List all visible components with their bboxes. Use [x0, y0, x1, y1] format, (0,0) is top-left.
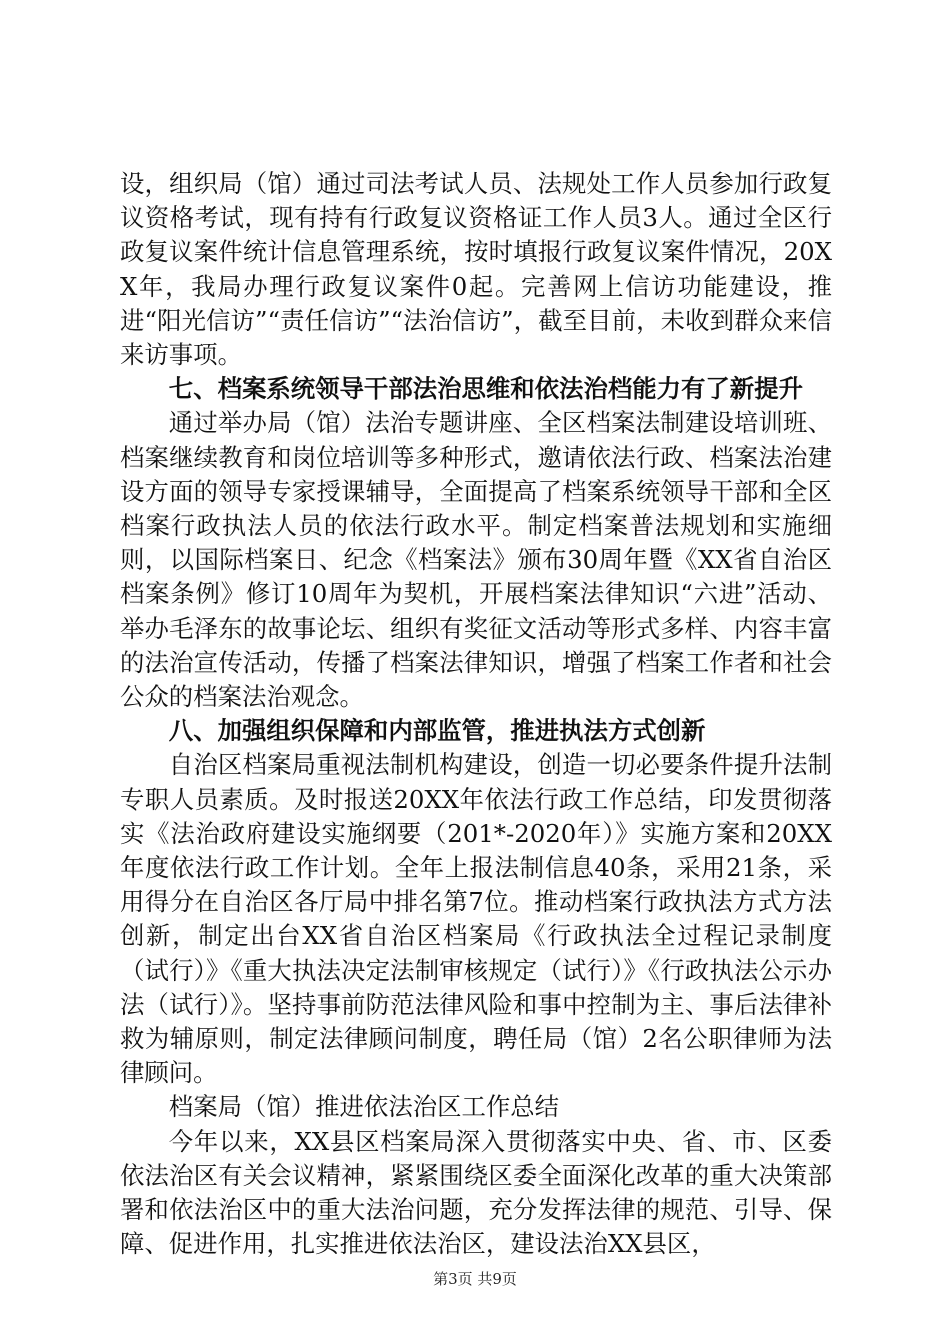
paragraph-legal-institution: 自治区档案局重视法制机构建设，创造一切必要条件提升法制专职人员素质。及时报送20XX年依法行政工作总结，印发贯彻落实《法治政府建设实施纲要（201*-2020年）》实施方案和20XX年度依法行政工作计划。全年上报法制信息40条，采用21条，采用得分在自治区各厅局中排名第7位。推动档案行政执法方式方法创新，制定出台XX省自治区档案局《行政执法全过程记录制度（试行）》《重大执法决定法制审核规定（试行）》《行政执法公示办法（试行）》。坚持事前防范法律风险和事中控制为主、事后法律补救为辅原则，制定法律顾问制度，聘任局（馆）2名公职律师为法律顾问。	[120, 750, 832, 1088]
section-heading-7: 七、档案系统领导干部法治思维和依法治档能力有了新提升	[168, 374, 803, 404]
paragraph-legal-training: 通过举办局（馆）法治专题讲座、全区档案法制建设培训班、档案继续教育和岗位培训等多种形式，邀请依法行政、档案法治建设方面的领导专家授课辅导，全面提高了档案系统领导干部和全区档案行政执法人员的依法行政水平。制定档案普法规划和实施细则，以国际档案日、纪念《档案法》颁布30周年暨《XX省自治区档案条例》修订10周年为契机，开展档案法律知识“六进”活动、举办毛泽东的故事论坛、组织有奖征文活动等形式多样、内容丰富的法治宣传活动，传播了档案法律知识，增强了档案工作者和社会公众的档案法治观念。	[120, 408, 832, 712]
page-number-footer: 第3页 共9页	[433, 1270, 517, 1288]
document-body	[120, 167, 832, 1262]
paragraph-intro: 今年以来，XX县区档案局深入贯彻落实中央、省、市、区委依法治区有关会议精神，紧紧围绕区委全面深化改革的重大决策部署和依法治区中的重大法治问题，充分发挥法律的规范、引导、保障、促进作用，扎实推进依法治区，建设法治XX县区，	[120, 1126, 832, 1259]
paragraph-reconsideration: 设，组织局（馆）通过司法考试人员、法规处工作人员参加行政复议资格考试，现有持有行政复议资格证工作人员3人。通过全区行政复议案件统计信息管理系统，按时填报行政复议案件情况，20XX年，我局办理行政复议案件0起。完善网上信访功能建设，推进“阳光信访”“责任信访”“法治信访”，截至目前，未收到群众来信来访事项。	[120, 169, 832, 370]
document-subtitle: 档案局（馆）推进依法治区工作总结	[168, 1092, 560, 1122]
section-heading-8: 八、加强组织保障和内部监管，推进执法方式创新	[168, 716, 706, 746]
